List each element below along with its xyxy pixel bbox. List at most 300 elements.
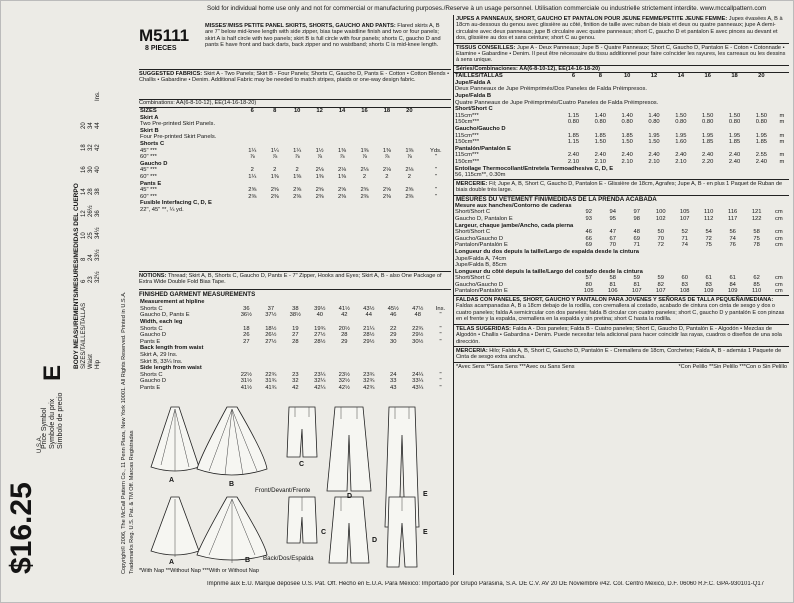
en-finished-unit: "	[439, 378, 442, 385]
fr-finished-value: 67	[609, 235, 616, 242]
en-finished-value: 23	[292, 371, 299, 378]
fr-yardage-unit: m	[779, 158, 785, 165]
en-yardage-value: 1⅜	[405, 147, 414, 154]
fr-finished-value: 46	[585, 229, 592, 236]
fr-size-12: 12	[650, 73, 658, 80]
en-yardage-value: 1¼	[270, 147, 279, 154]
fr-yardage-row	[454, 139, 789, 146]
en-finished-value: 46	[390, 312, 397, 319]
fr-finished-row	[454, 209, 789, 216]
fr-finished-unit: cm	[774, 209, 783, 216]
en-yardage-value: 1⅜	[293, 173, 302, 180]
fr-yardage-value	[667, 172, 694, 179]
en-view-label: Shorts C	[140, 140, 165, 147]
fr-yardage-value: 1.95	[702, 132, 714, 139]
view-letter-d-front: D	[347, 493, 353, 500]
fr-view-note: Deux Panneaux de Jupe Préimprimés/Dos Paneles de Falda Préimpresos.	[455, 86, 648, 93]
en-finished-value: 41½	[338, 305, 350, 312]
body-sizes-value: 20	[81, 122, 87, 129]
fr-finished-value: 70	[657, 235, 664, 242]
fr-finished-value: 112	[704, 215, 714, 222]
french-title: JUPES A PANNEAUX, SHORT, GAUCHO ET PANTALON POUR JEUNE FEMME/PETITE JEUNE FEMME:	[456, 16, 728, 22]
fr-finished-row	[454, 236, 789, 243]
fr-finished-value: 56	[729, 229, 736, 236]
fr-finished-value: 50	[657, 229, 664, 236]
en-finished-label: Skirt B, 33¼ Ins.	[140, 358, 183, 365]
fr-size-20: 20	[758, 73, 765, 80]
fr-finished-label: Largeur, chaque jambe/Ancho, cada pierna	[455, 222, 574, 229]
fr-finished-label: Short/Short C	[455, 209, 491, 216]
price-symbol-en: Price Symbol	[41, 407, 48, 449]
en-finished-value: 19	[292, 325, 299, 332]
english-fabrics: SUGGESTED FABRICS: Skirt A - Two Panels; Skirt B - Four Panels; Shorts C, Gaucho D, Pants E - Cotton • Cotton Blends • Challis • Gabardine • Denim. Additional Fabric may be needed to match stripes, plaids or one-way design fabric.	[139, 71, 450, 84]
en-finished-value: 18½	[265, 325, 277, 332]
fr-yardage-value: 2.10	[567, 158, 580, 165]
en-yardage-value: 1¼	[293, 147, 302, 154]
en-yardage-value: 2⅜	[382, 193, 391, 200]
en-view-row	[139, 181, 451, 188]
en-finished-label: Skirt A, 29 Ins.	[140, 351, 178, 358]
en-finished-value: 27½	[265, 338, 277, 345]
fr-finished-unit: cm	[774, 229, 783, 236]
fr-view-label: Jupe/Falda B	[455, 93, 492, 100]
view-letter-d-back: D	[372, 537, 378, 544]
fr-finished-value: 66	[585, 235, 592, 242]
fr-unit-col	[775, 73, 789, 80]
en-finished-value: 33¼	[412, 378, 424, 385]
en-yardage-value: 2	[273, 167, 277, 174]
en-yardage-value: ⅞	[406, 154, 412, 161]
fr-finished-row	[454, 275, 789, 282]
fr-finished-value: 81	[609, 281, 616, 288]
en-view-row	[139, 128, 451, 135]
fr-yardage-value: 2.40	[702, 152, 714, 159]
en-yardage-row	[139, 167, 451, 174]
en-finished-label: Shorts C	[140, 305, 163, 312]
fr-finished-value: 109	[703, 288, 714, 295]
en-view-note-row	[139, 121, 451, 128]
body-waist-value: 26½	[88, 205, 94, 217]
view-letter-e-front: E	[423, 491, 428, 498]
fr-finished-row	[454, 282, 789, 289]
garment-sketches	[139, 399, 451, 569]
fr-yardage-value: 1.60	[675, 139, 687, 146]
gaucho-d-back-sketch	[329, 497, 369, 563]
english-description: Flared skirts A, B are 7" below mid-knee length with side zipper, bias tape waistline finish and two or four panels; skirt A is half circle with two panels; skirt B is full circle with four panels; shorts C, gaucho D and pants E have front and back darts, back zipper and no waistband; shorts C is mid-knee length.	[205, 23, 441, 49]
body-waist-value: 32	[88, 144, 94, 151]
fr-finished-value: 107	[679, 215, 690, 222]
en-finished-label: Side length from waist	[140, 365, 202, 372]
en-fabric-width: 45" ***	[140, 187, 157, 194]
fr-finished-row	[454, 288, 789, 295]
en-yardage-value: 2⅜	[270, 193, 279, 200]
fr-finished-value: 108	[679, 288, 690, 295]
fr-finished-value: 47	[609, 229, 616, 236]
fr-yardage-value: 1.50	[648, 139, 660, 146]
fr-yardage-value: 2.40	[728, 158, 741, 165]
body-sizes-value: 12	[81, 210, 87, 217]
fr-finished-value: 57	[585, 275, 592, 282]
en-finished-value: 26½	[265, 332, 277, 339]
fr-yardage-value: 1.50	[728, 112, 741, 119]
fr-sizes-label: TAILLES/TALLAS	[455, 73, 503, 80]
fr-size-16: 16	[704, 73, 711, 80]
fr-view-note-row	[454, 86, 789, 93]
fr-finished-value: 61	[729, 275, 736, 282]
en-finished-row	[139, 319, 451, 326]
fr-finished-value: 110	[704, 209, 714, 216]
skirt-b-front-sketch	[197, 407, 267, 475]
fr-yardage-row	[454, 172, 789, 179]
fr-size-18: 18	[731, 73, 738, 80]
front-label: Front/Devant/Frente	[255, 487, 311, 494]
en-yardage-value: 2⅜	[315, 193, 324, 200]
french-fabrics: TISSUS CONSEILLES: Jupe A - Deux Panneaux; Jupe B - Quatre Panneaux; Short C, Gaucho D, Pantalon E - Coton • Cotonnade • Etamine • Gabardine • Denim. Il peut être nécessaire du tissu additionnel pour faire coïncider les rayures, les carreaux ou les dessins à sens unique.	[454, 43, 789, 65]
fr-yardage-value: 2.40	[755, 158, 768, 165]
fr-finished-value: 71	[681, 235, 688, 242]
en-finished-value: 31¾	[265, 378, 277, 385]
en-yardage-value	[264, 207, 286, 214]
fr-finished-label: Jupe/Falda B, 85cm	[455, 262, 507, 269]
en-finished-value: 47½	[412, 305, 424, 312]
en-yardage-row	[139, 174, 451, 181]
en-finished-value: 32¼	[314, 378, 326, 385]
fr-yardage-value: 2.10	[594, 158, 606, 165]
body-hip-value: 40	[95, 166, 101, 173]
en-finished-value: 27½	[314, 332, 326, 339]
fr-yardage-value: 1.50	[675, 112, 687, 119]
body-waist-value: 28	[88, 188, 94, 195]
fr-yardage-value: 2.20	[702, 158, 714, 165]
en-yardage-value: 1⅜	[338, 173, 347, 180]
en-yardage-value: 1⅜	[315, 173, 324, 180]
en-yardage-unit	[421, 207, 451, 214]
fr-finished-value: 83	[681, 281, 688, 288]
en-finished-value: 37	[267, 305, 275, 312]
en-size-18: 18	[383, 108, 391, 114]
fr-finished-value: 106	[607, 288, 618, 295]
fr-finished-value: 116	[728, 209, 738, 216]
fr-yardage-unit: m	[779, 152, 785, 159]
en-finished-unit: "	[439, 312, 442, 319]
sizes-label: SIZES/TAILLES/TALLAS	[81, 302, 87, 369]
en-finished-value: 43¼	[412, 384, 424, 391]
en-fabric-width: 60" ***	[140, 154, 157, 161]
fr-finished-label: Longueur du dos depuis la taille/Largo de espalda desde la cintura	[455, 248, 639, 255]
fr-yardage-value: 1.50	[621, 139, 633, 146]
en-yardage-value: 2⅝	[338, 187, 347, 194]
fr-finished-value: 100	[655, 209, 666, 216]
en-finished-value: 18	[243, 325, 250, 332]
fr-yardage-value: 1.85	[755, 139, 768, 146]
fr-yardage-row	[454, 159, 789, 166]
en-finished-value: 28	[341, 332, 348, 339]
fr-finished-value: 54	[705, 229, 712, 236]
en-finished-label: Shorts C	[140, 325, 163, 332]
en-finished-value: 36	[243, 305, 250, 312]
fr-finished-label: Pantalon/Pantalón E	[455, 242, 508, 249]
body-hip-value: 36	[95, 210, 101, 217]
view-letter-e-back: E	[423, 529, 428, 536]
en-finished-value: 32¾	[363, 378, 375, 385]
fr-yardage-value: 0.80	[755, 119, 768, 126]
fr-yardage-value	[614, 172, 641, 179]
french-yardage-table	[454, 73, 789, 179]
en-finished-unit: "	[439, 325, 442, 332]
en-yardage-value: 2⅛	[405, 167, 414, 174]
en-yardage-value: 2⅝	[382, 187, 391, 194]
en-unit-col	[421, 108, 451, 115]
fr-finished-row	[454, 249, 789, 256]
en-finished-value: 23¾	[363, 371, 375, 378]
body-sizes-value: 8	[81, 257, 87, 261]
en-finished-value: 38½	[289, 312, 301, 319]
en-finished-value: 20½	[338, 325, 350, 332]
en-yardage-value: 2⅛	[315, 167, 324, 174]
body-waist-value: 34	[88, 122, 94, 129]
fr-finished-value: 74	[729, 235, 736, 242]
fr-finished-value: 95	[609, 215, 616, 222]
french-description: Jupes évasées A, B à 18cm au-dessous du genou avec glissière au côté, finition de taille avec ruban de biais et deux ou quatre panneaux; jupe A demi-circulaire avec deux panneaux; jupe B circulaire avec quatre panneaux; short C, gaucho D et pantalon E avec pinces au devant et dos, glissière au dos et sans ceinture; short C au genou.	[456, 16, 783, 42]
body-hip-value: 33½	[95, 249, 101, 261]
fr-finished-value: 69	[585, 242, 592, 249]
fr-fabric-width: 150cm***	[455, 119, 480, 126]
en-view-row	[139, 200, 451, 207]
en-yardage-value: ⅞	[249, 154, 255, 161]
spanish-fabrics: TELAS SUGERIDAS: Falda A - Dos paneles; Falda B - Cuatro paneles; Short C, Gaucho D, Pantalón E - Algodón • Mezclas de Algodón • Challis • Gabardina • Denim. Puede necesitar tela adicional para hacer coincidir las rayas, cuadros o diseños de una sola dirección.	[454, 324, 789, 346]
fr-view-row	[454, 80, 789, 87]
fr-yardage-value: 0.80	[702, 119, 714, 126]
body-hip-value: 44	[95, 122, 101, 129]
fr-finished-value: 70	[609, 242, 616, 249]
fr-yardage-value: 1.15	[567, 112, 580, 119]
fr-yardage-value: 2.10	[621, 158, 633, 165]
en-yardage-row	[139, 187, 451, 194]
en-yardage-value: 2	[295, 167, 299, 174]
body-sizes-value: 14	[81, 188, 87, 195]
fr-yardage-value	[694, 172, 721, 179]
en-finished-value: 40	[316, 312, 324, 319]
en-finished-row	[139, 332, 451, 339]
fr-yardage-value: 1.95	[675, 132, 687, 139]
fr-finished-value: 84	[729, 281, 736, 288]
en-yardage-value	[398, 207, 420, 214]
en-yardage-value	[286, 207, 308, 214]
en-finished-unit: "	[439, 384, 442, 391]
fr-finished-value: 75	[753, 235, 760, 242]
fr-yardage-value: 1.85	[594, 132, 606, 139]
spanish-notions: MERCERIA: Hilo; Falda A, B, Short C, Gaucho D, Pantalón E - Cremallera de 18cm, Corchetes; Falda A, B - además 1 Paquete de Cinta de sesgo extra ancha.	[454, 346, 789, 362]
fr-finished-label: Pantalon/Pantalón E	[455, 288, 508, 295]
en-finished-value: 23¼	[314, 371, 326, 378]
fr-finished-row	[454, 242, 789, 249]
body-sizes-value: 18	[81, 144, 87, 151]
fr-finished-value: 59	[657, 275, 664, 282]
price-symbol-es: Símbolo de precio	[57, 392, 64, 449]
en-yardage-value: 2	[407, 173, 411, 180]
fr-view-label: Gaucho/Gaucho D	[455, 126, 506, 132]
en-finished-label: Measurement at hipline	[140, 299, 205, 306]
fr-yardage-value: 1.50	[755, 112, 768, 119]
fr-yardage-value	[587, 172, 614, 179]
fr-yardage-value: 0.80	[728, 119, 741, 126]
fr-size-14: 14	[677, 73, 685, 80]
en-yardage-value: 2⅛	[382, 167, 391, 174]
fr-yardage-unit	[775, 172, 789, 179]
en-finished-value: 19¾	[314, 325, 326, 332]
en-yardage-value	[376, 207, 398, 214]
fr-finished-value: 122	[751, 215, 762, 222]
en-finished-label: Gaucho D, Pants E	[140, 312, 190, 319]
english-description-block	[205, 23, 449, 49]
fr-finished-value: 105	[679, 209, 690, 216]
fr-yardage-value: 1.40	[594, 112, 606, 119]
en-yardage-value: 2⅝	[315, 187, 324, 194]
en-yardage-row	[139, 207, 451, 214]
technical-drawings	[139, 399, 451, 569]
body-sizes-value: 16	[81, 166, 87, 173]
fr-finished-unit: cm	[774, 242, 783, 249]
fr-finished-unit: cm	[774, 288, 783, 295]
en-yardage-unit: "	[434, 187, 437, 194]
finished-measurements-title: FINISHED GARMENT MEASUREMENTS	[139, 291, 256, 298]
en-sizes-row	[139, 108, 451, 115]
shorts-c-front-sketch	[287, 407, 317, 457]
fr-yardage-value: 2.40	[675, 152, 687, 159]
en-yardage-value: 2⅜	[338, 193, 347, 200]
en-yardage-value: 2⅝	[293, 187, 302, 194]
fr-view-row	[454, 146, 789, 153]
en-finished-value: 43	[390, 384, 397, 391]
fr-finished-value: 121	[751, 209, 762, 216]
fr-yardage-value: 1.50	[702, 112, 714, 119]
body-waist-value: 23	[88, 276, 94, 283]
en-view-label: Skirt A	[140, 114, 159, 121]
en-view-row	[139, 141, 451, 148]
view-letter-a-front: A	[169, 477, 175, 484]
english-nap-note: *With Nap **Without Nap ***With or Without Nap	[139, 568, 260, 574]
en-yardage-value: 2⅜	[248, 193, 257, 200]
en-yardage-value: 1¼	[248, 147, 257, 154]
fr-finished-value: 93	[585, 215, 592, 222]
english-combinations: Combinations: AA(6-8-10-12), EE(14-16-18-20)	[139, 99, 451, 106]
fr-yardage-value: 1.95	[648, 132, 660, 139]
fr-fabric-width: 115cm***	[455, 112, 479, 119]
en-finished-label: Gaucho D	[140, 332, 167, 339]
en-yardage-value: 1⅜	[382, 147, 391, 154]
en-size-14: 14	[338, 108, 346, 114]
en-finished-row	[139, 299, 451, 306]
en-view-note: Four Pre-printed Skirt Panels.	[140, 134, 217, 141]
en-finished-row	[139, 326, 451, 333]
en-fabric-width: 45" ***	[140, 167, 157, 174]
body-sizes-value: 6	[81, 279, 87, 283]
en-finished-unit: "	[439, 332, 442, 339]
en-yardage-unit: "	[434, 167, 437, 174]
en-yardage-value: ⅞	[339, 154, 345, 161]
fr-finished-row	[454, 223, 789, 230]
en-finished-unit: Ins.	[435, 305, 446, 312]
fr-finished-value: 105	[583, 288, 594, 295]
view-letter-b-back: B	[245, 557, 251, 564]
en-finished-unit: "	[439, 338, 442, 345]
en-finished-value: 45½	[387, 305, 399, 312]
en-yardage-row	[139, 154, 451, 161]
en-finished-value: 39½	[314, 305, 326, 312]
en-size-10: 10	[293, 108, 301, 114]
view-letter-a-back: A	[169, 559, 175, 566]
en-yardage-value: 1¼	[248, 173, 257, 180]
fr-yardage-value: 1.40	[648, 112, 660, 119]
fr-fabric-width: 115cm***	[455, 152, 479, 159]
en-finished-value: 42	[292, 384, 299, 391]
en-finished-row	[139, 365, 451, 372]
en-yardage-value: 2⅝	[405, 187, 414, 194]
en-finished-label: Width, each leg	[140, 318, 183, 325]
en-finished-value: 38	[292, 305, 299, 312]
spanish-description-block	[454, 295, 789, 324]
footer-imprint: Imprimé aux E.U. Marque déposée U.S. Pat. Off. Hecho en E.U.A. Para México: Importado por Grupo Parasina, S.A. DE C.V. AV 20 DE Noviembre #42. Col. Centro Mexico, D.F. 06060 R.F.C. GPA-930101-Q17	[207, 581, 765, 587]
en-finished-value: 44	[365, 312, 372, 319]
fr-view-label: Entoilage Thermocollant/Entretela Termoadhesiva C, D, E	[455, 165, 614, 172]
en-finished-value: 22	[390, 325, 397, 332]
en-yardage-value: 2	[385, 173, 389, 180]
fr-yardage-value: 2.40	[594, 152, 606, 159]
fr-yardage-value: 1.85	[728, 139, 741, 146]
en-finished-value: 27	[243, 338, 250, 345]
en-yardage-row	[139, 194, 451, 201]
fr-finished-value: 81	[633, 281, 640, 288]
price-symbol-letter: E	[39, 364, 66, 381]
en-yardage-value: 1⅜	[270, 173, 279, 180]
fr-finished-value: 48	[633, 229, 640, 236]
en-finished-row	[139, 372, 451, 379]
fr-finished-label: Gaucho/Gaucho D	[455, 281, 504, 288]
en-finished-value: 29½	[412, 332, 424, 339]
waist-label: Waist	[88, 354, 94, 369]
en-finished-value: 36½	[240, 312, 252, 319]
en-yardage-value: 2⅜	[360, 193, 369, 200]
fr-finished-label: Jupe/Falda A, 74cm	[455, 255, 507, 262]
fr-finished-label: Gaucho D, Pantalon E	[455, 215, 513, 222]
en-yardage-value: 2⅜	[293, 193, 302, 200]
fr-size-8: 8	[598, 73, 602, 80]
fr-finished-value: 52	[681, 229, 688, 236]
french-description-block	[454, 15, 789, 43]
body-hip-value: 38	[95, 188, 101, 195]
en-finished-row	[139, 312, 451, 319]
fr-yardage-value: 2.40	[621, 152, 633, 159]
en-finished-value: 42	[341, 312, 348, 319]
fr-yardage-value: 0.80	[675, 119, 687, 126]
french-spanish-panel	[453, 15, 789, 575]
fr-finished-value: 107	[631, 288, 642, 295]
fr-finished-row	[454, 262, 789, 269]
fr-finished-unit: cm	[774, 275, 783, 282]
body-hip-value: 42	[95, 144, 101, 151]
fr-finished-value: 58	[753, 229, 760, 236]
price-symbol-fr: Symbole du prix	[49, 398, 56, 449]
view-letter-c-front: C	[299, 461, 305, 468]
en-fabric-width: 22", 45" **, ¼ yd.	[140, 206, 184, 213]
en-finished-value: 42¾	[363, 384, 375, 391]
piece-count: 8 PIECES	[145, 45, 177, 52]
fr-view-row	[454, 126, 789, 133]
spanish-description: Faldas acampanadas A, B a 18cm debajo de la rodilla, con cremallera al costado, acabado de cintura con cinta de sesgo y dos o cuatro paneles; falda A semicircular con dos paneles; falda B circular con cuatro paneles; short C, gaucho D y pantalón E con pinzas en el frente y la espalda, cremallera en la espalda y sin pretina; short C hasta la rodilla.	[456, 303, 785, 323]
fr-finished-unit: cm	[774, 281, 783, 288]
fr-yardage-unit: m	[779, 112, 785, 119]
en-yardage-value: ⅞	[317, 154, 323, 161]
